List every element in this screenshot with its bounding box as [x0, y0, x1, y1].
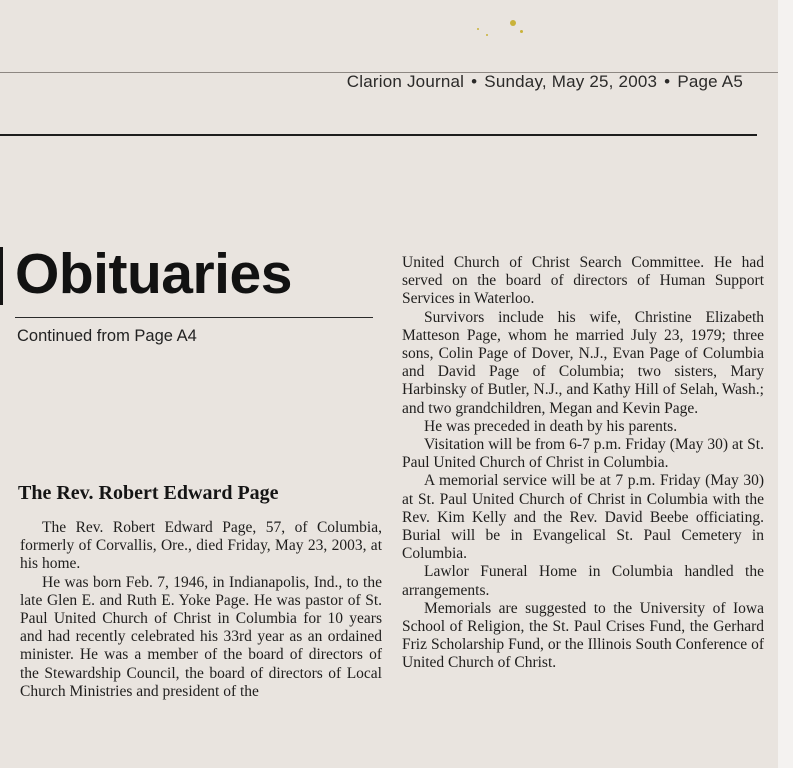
obituary-paragraph: Lawlor Funeral Home in Columbia handled the arrangements. — [402, 563, 764, 599]
obituary-headline: The Rev. Robert Edward Page — [18, 482, 279, 504]
page-number: Page A5 — [677, 72, 743, 91]
title-rule — [15, 317, 373, 318]
obituary-paragraph: A memorial service will be at 7 p.m. Friday (May 30) at St. Paul United Church of Christ in Columbia with the Rev. Kim Kelly and the Rev. David Beebe officiating. Burial will be in Evangelical St. Paul Cemetery in Columbia. — [402, 472, 764, 563]
obituary-paragraph: Visitation will be from 6-7 p.m. Friday (May 30) at St. Paul United Church of Christ in Columbia. — [402, 436, 764, 472]
section-title: Obituaries — [15, 242, 292, 306]
obituary-right-column — [402, 254, 764, 673]
print-speck — [477, 28, 479, 30]
bullet-separator: • — [471, 72, 478, 91]
obituary-left-column — [20, 519, 382, 701]
issue-date: Sunday, May 25, 2003 — [484, 72, 658, 91]
print-speck — [486, 34, 488, 36]
obituary-paragraph: Survivors include his wife, Christine Elizabeth Matteson Page, whom he married July 23, 1979; three sons, Colin Page of Dover, N.J., Evan Page of Columbia and David Page of Columbia; two sisters, Mary Harbinsky of Butler, N.J., and Kathy Hill of Selah, Wash.; and two grandchildren, Megan and Kevin Page. — [402, 308, 764, 417]
publication-name: Clarion Journal — [346, 72, 465, 91]
obituary-paragraph: He was preceded in death by his parents. — [424, 417, 678, 435]
print-speck — [510, 20, 516, 26]
header-rule — [0, 134, 757, 136]
obituary-paragraph: United Church of Christ Search Committee. He had served on the board of directors of Human Support Services in Waterloo. — [402, 254, 764, 308]
bullet-separator: • — [664, 72, 671, 91]
print-speck — [520, 30, 523, 33]
page-header — [347, 72, 743, 92]
obituary-paragraph: Memorials are suggested to the University of Iowa School of Religion, the St. Paul Crises Fund, the Gerhard Friz Scholarship Fund, or the Illinois South Conference of United Church of Christ. — [402, 599, 764, 672]
continued-from-note: Continued from Page A4 — [17, 327, 197, 345]
obituary-paragraph: The Rev. Robert Edward Page, 57, of Columbia, formerly of Corvallis, Ore., died Friday, May 23, 2003, at his home. — [20, 519, 382, 573]
section-marker-bar — [0, 247, 3, 305]
obituary-paragraph: He was born Feb. 7, 1946, in Indianapolis, Ind., to the late Glen E. and Ruth E. Yoke Page. He was pastor of St. Paul United Church of Christ in Columbia for 10 years and had recently celebrated his 33rd year as an ordained minister. He was a member of the board of directors of the Stewardship Council, the board of directors of Local Church Ministries and president of the — [20, 573, 382, 700]
page-edge — [778, 0, 793, 768]
